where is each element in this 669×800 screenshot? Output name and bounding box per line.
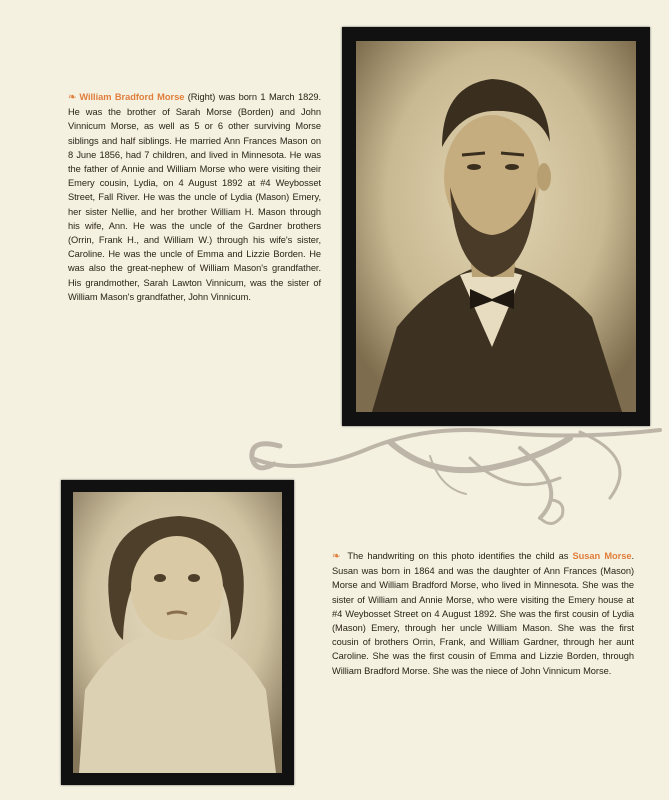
- caption-body-text: (Right) was born 1 March 1829. He was the brother of Sarah Morse (Borden) and John Vinnicum Morse, as well as 5 or 6 other surviving Morse siblings and half siblings. He married Ann Frances Mason on 8 June 1856, had 7 children, and lived in Minnesota. He was the father of Annie and William Morse who were visiting their Emery cousin, Lydia, on 4 August 1892 at #4 Weybosset Street, Fall River. He was the uncle of Lydia (Mason) Emery, her sister Nellie, and her brother William H. Mason through his wife, Ann. He was the uncle of the Gardner brothers (Orrin, Frank H., and William W.) through his wife's sister, Caroline. He was the uncle of Emma and Lizzie Borden. He was also the great-nephew of William Mason's grandfather. His grandmother, Sarah Lawton Vinnicum, was the sister of William Mason's grandfather, John Vinnicum.: [68, 92, 322, 302]
- portrait-child-image: [61, 480, 294, 785]
- name-highlight: William Bradford Morse: [79, 92, 185, 102]
- caption-william-bradford-morse: [68, 90, 321, 304]
- portrait-susan-morse: [61, 480, 294, 785]
- ornament-leaf-icon: ❧: [68, 92, 77, 103]
- caption-body-text-before: The handwriting on this photo identifies the child as: [343, 551, 573, 561]
- portrait-man-image: [342, 27, 650, 426]
- caption-susan-morse: [332, 549, 634, 678]
- portrait-william-bradford-morse: [342, 27, 650, 426]
- caption-body-text-after: . Susan was born in 1864 and was the daughter of Ann Frances (Mason) Morse and William Bradford Morse, who lived in Minnesota. She was the sister of William and Annie Morse, who were visiting the Emery house at #4 Weybosset Street on 4 August 1892. She was the first cousin of Lydia (Mason) Emery, through her uncle William Mason. She was the first cousin of brothers Orrin, Frank, and William Gardner, through her aunt Caroline. She was the first cousin of Emma and Lizzie Borden, through William Bradford Morse. She was the niece of John Vinnicum Morse.: [332, 551, 634, 676]
- name-highlight: Susan Morse: [572, 551, 632, 561]
- decorative-flourish: [240, 418, 669, 530]
- ornament-leaf-icon: ❧: [332, 551, 341, 562]
